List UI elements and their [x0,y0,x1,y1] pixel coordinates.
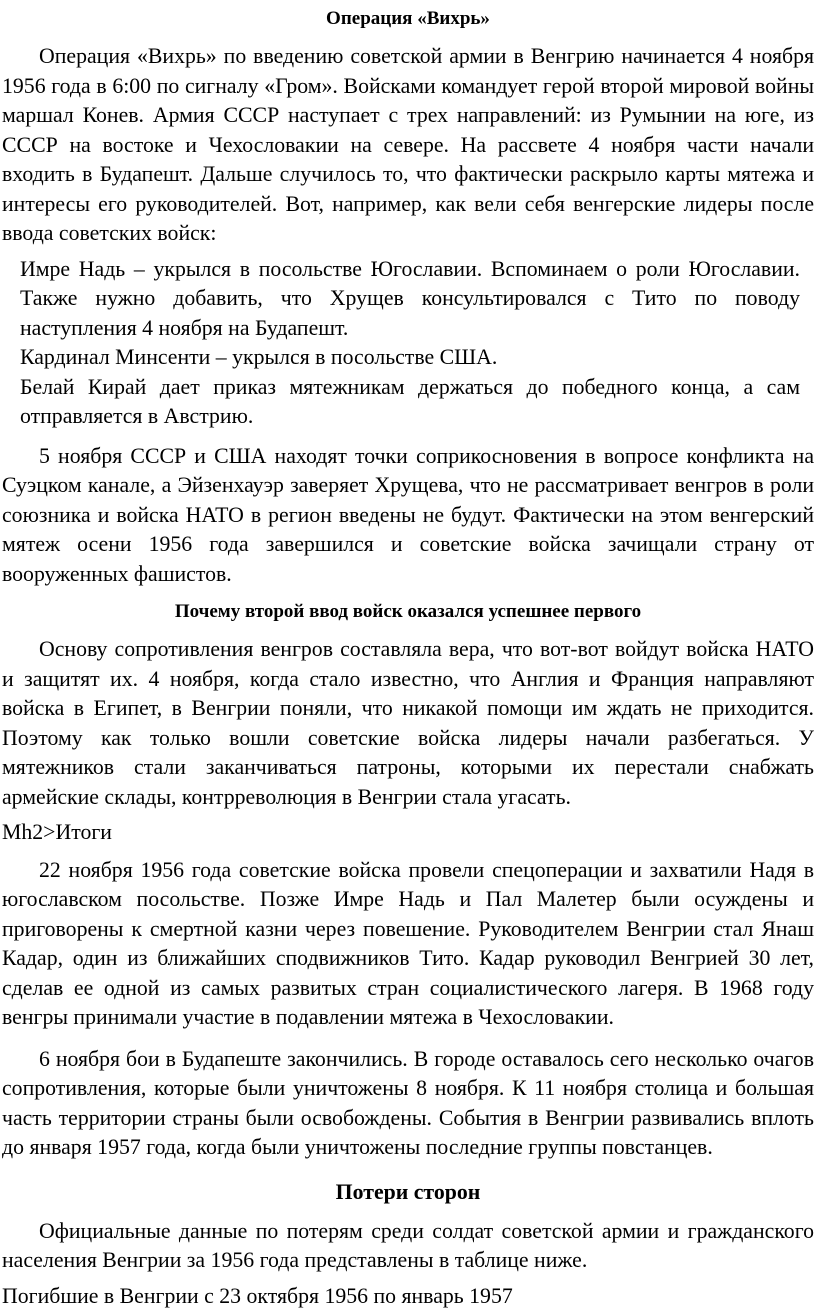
leader-item-kiraly: Белай Кирай дает приказ мятежникам держаться до победного конца, а сам отправляется в Австрию. [20,373,800,432]
paragraph-budapest-fighting: 6 ноября бои в Будапеште закончились. В городе оставалось сего несколько очагов сопротивления, которые были уничтожены 8 ноября. К 11 ноября столица и большая часть территории страны были освобождены. События в Венгрии развивались вплоть до января 1957 года, когда были уничтожены последние группы повстанцев. [2,1045,814,1163]
paragraph-resistance: Основу сопротивления венгров составляла вера, что вот-вот войдут войска НАТО и защитят их. 4 ноября, когда стало известно, что Англия и Франция направляют войска в Египет, в Венгрии поняли, что никакой помощи им ждать не приходится. Поэтому как только вошли советские войска лидеры начали разбегаться. У мятежников стали заканчиваться патроны, которыми их перестали снабжать армейские склады, контрреволюция в Венгрии стала угасать. [2,635,814,812]
leader-item-mindszenty: Кардинал Минсенти – укрылся в посольстве США. [20,343,800,373]
leaders-list [2,255,814,432]
document-title: Операция «Вихрь» [2,8,814,30]
paragraph-suez: 5 ноября СССР и США находят точки соприкосновения в вопросе конфликта на Суэцком канале, а Эйзенхауэр заверяет Хрущева, что не рассматривает венгров в роли союзника и войска НАТО в регион введены не будут. Фактически на этом венгерский мятеж осени 1956 года завершился и советские войска зачищали страну от вооруженных фашистов. [2,442,814,590]
paragraph-losses: Официальные данные по потерям среди солдат советской армии и гражданского населения Венгрии за 1956 года представлены в таблице ниже. [2,1217,814,1276]
paragraph-results: 22 ноября 1956 года советские войска провели спецоперации и захватили Надя в югославском посольстве. Позже Имре Надь и Пал Малетер были осуждены и приговорены к смертной казни через повешение. Руководителем Венгрии стал Янаш Кадар, один из ближайших сподвижников Тито. Кадар руководил Венгрией 30 лет, сделав ее одной из самых развитых стран социалистического лагеря. В 1968 году венгры принимали участие в подавлении мятежа в Чехословакии. [2,856,814,1033]
table-caption: Погибшие в Венгрии с 23 октября 1956 по январь 1957 [2,1282,814,1311]
section-heading-second-entry: Почему второй ввод войск оказался успешнее первого [2,601,814,623]
leader-item-nagy: Имре Надь – укрылся в посольстве Югославии. Вспоминаем о роли Югославии. Также нужно добавить, что Хрущев консультировался с Тито по поводу наступления 4 ноября на Будапешт. [20,255,800,344]
section-heading-losses: Потери сторон [2,1179,814,1205]
paragraph-operation-start: Операция «Вихрь» по введению советской армии в Венгрию начинается 4 ноября 1956 года в 6:00 по сигналу «Гром». Войсками командует герой второй мировой войны маршал Конев. Армия СССР наступает с трех направлений: из Румынии на юге, из СССР на востоке и Чехословакии на севере. На рассвете 4 ноября части начали входить в Будапешт. Дальше случилось то, что фактически раскрыло карты мятежа и интересы его руководителей. Вот, например, как вели себя венгерские лидеры после ввода советских войск: [2,42,814,249]
section-heading-results: Mh2>Итоги [2,818,814,848]
